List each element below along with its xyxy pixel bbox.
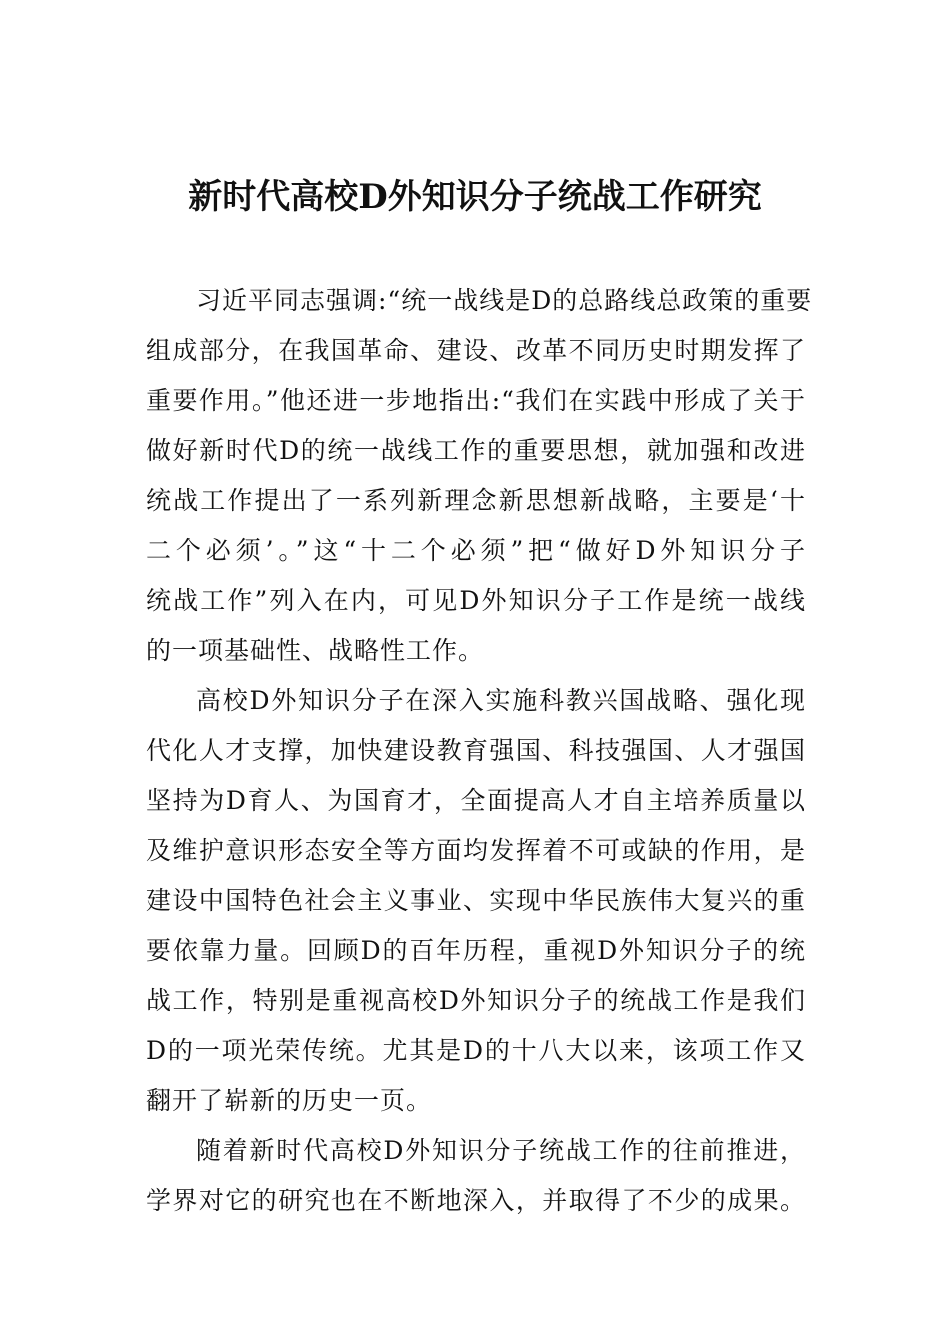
paragraph-line: 习近平同志强调:“统一战线是D的总路线总政策的重要 xyxy=(196,286,813,315)
paragraph-line: 高校D外知识分子在深入实施科教兴国战略、强化现 xyxy=(196,686,806,715)
document-title: 新时代高校D外知识分子统战工作研究 xyxy=(188,177,762,217)
paragraph-line: 学界对它的研究也在不断地深入，并取得了不少的成果。 xyxy=(146,1186,806,1215)
paragraph-line: D的一项光荣传统。尤其是D的十八大以来，该项工作又 xyxy=(146,1036,806,1065)
paragraph-line: 代化人才支撑，加快建设教育强国、科技强国、人才强国 xyxy=(146,736,806,765)
paragraph-line: 做好新时代D的统一战线工作的重要思想，就加强和改进 xyxy=(146,436,806,465)
paragraph-line: 要依靠力量。回顾D的百年历程，重视D外知识分子的统 xyxy=(146,936,806,965)
paragraph-line: 二个必须’。”这“十二个必须”把“做好D外知识分子 xyxy=(146,536,806,565)
paragraph-line: 及维护意识形态安全等方面均发挥着不可或缺的作用，是 xyxy=(146,836,806,865)
document-body xyxy=(146,276,813,1226)
paragraph-line: 组成部分，在我国革命、建设、改革不同历史时期发挥了 xyxy=(146,336,806,365)
paragraph-line: 的一项基础性、战略性工作。 xyxy=(146,636,485,665)
paragraph-3 xyxy=(146,1126,806,1226)
paragraph-line: 建设中国特色社会主义事业、实现中华民族伟大复兴的重 xyxy=(146,886,806,915)
paragraph-line: 统战工作”列入在内，可见D外知识分子工作是统一战线 xyxy=(146,586,806,615)
paragraph-1 xyxy=(146,276,813,676)
paragraph-line: 翻开了崭新的历史一页。 xyxy=(146,1086,433,1115)
paragraph-line: 统战工作提出了一系列新理念新思想新战略，主要是‘十 xyxy=(146,486,806,515)
paragraph-line: 坚持为D育人、为国育才，全面提高人才自主培养质量以 xyxy=(146,786,806,815)
paragraph-line: 随着新时代高校D外知识分子统战工作的往前推进， xyxy=(196,1136,806,1165)
paragraph-line: 重要作用。”他还进一步地指出:“我们在实践中形成了关于 xyxy=(146,386,806,415)
paragraph-line: 战工作，特别是重视高校D外知识分子的统战工作是我们 xyxy=(146,986,806,1015)
paragraph-2 xyxy=(146,676,806,1126)
